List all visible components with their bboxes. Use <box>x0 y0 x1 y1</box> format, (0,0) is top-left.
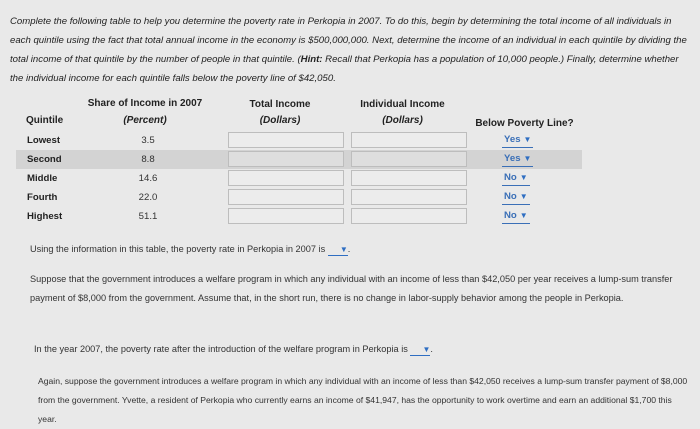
below-poverty-dropdown[interactable] <box>502 171 530 186</box>
below-poverty-dropdown[interactable] <box>502 190 530 205</box>
share-value: 8.8 <box>141 154 155 165</box>
chevron-down-icon: ▼ <box>519 173 528 182</box>
chevron-down-icon: ▼ <box>519 211 528 220</box>
below-poverty-dropdown[interactable] <box>502 133 533 148</box>
chevron-down-icon: ▼ <box>523 135 532 144</box>
total-income-input[interactable] <box>228 170 344 186</box>
share-value: 3.5 <box>141 135 155 146</box>
header-individual-unit: (Dollars) <box>382 115 423 126</box>
individual-income-input[interactable] <box>351 170 467 186</box>
table-row <box>16 207 582 226</box>
total-income-input[interactable] <box>228 132 344 148</box>
post-welfare-question <box>34 340 674 359</box>
dropdown-value: No <box>504 172 517 183</box>
table-row <box>16 169 582 188</box>
below-poverty-dropdown[interactable] <box>502 209 530 224</box>
dropdown-value: Yes <box>504 153 521 164</box>
chevron-down-icon: ▼ <box>422 345 431 354</box>
chevron-down-icon: ▼ <box>519 192 528 201</box>
header-total-income: Total Income <box>249 99 311 110</box>
share-value: 22.0 <box>138 192 158 203</box>
poverty-rate-dropdown[interactable] <box>328 245 348 256</box>
total-income-input[interactable] <box>228 151 344 167</box>
header-share: Share of Income in 2007 <box>87 98 203 109</box>
individual-income-input[interactable] <box>351 132 467 148</box>
yvette-paragraph: Again, suppose the government introduces a welfare program in which any individual with an income of less than $42,050 receives a lump-sum transfer payment of $8,000 from the government. Yvette, a resident of Perkopia who currently earns an income of $41,947, has the opportunity to work overtime and earn an additional $1,700 this year. <box>38 376 688 424</box>
quintile-label: Second <box>27 154 62 165</box>
hint-label: Hint: <box>300 54 323 65</box>
header-total-unit: (Dollars) <box>259 115 301 126</box>
individual-income-input[interactable] <box>351 189 467 205</box>
table-row <box>16 188 582 207</box>
quintile-label: Lowest <box>27 135 61 146</box>
below-poverty-dropdown[interactable] <box>502 152 533 167</box>
dropdown-value: No <box>504 210 517 221</box>
table-row <box>16 150 582 169</box>
dropdown-value: Yes <box>504 134 521 145</box>
question-end: . <box>430 344 433 354</box>
total-income-input[interactable] <box>228 189 344 205</box>
instructions-text: Complete the following table to help you determine the poverty rate in Perkopia in 2007. To do this, begin by determining the total income of all individuals in each quintile using the fact that total annual income in the economy is $500,000,000. Next, determine the income of an individual in each quintile by dividing the total income of that quintile by the number of people in that quintile. ( <box>10 16 687 65</box>
header-individual-income: Individual Income <box>360 99 445 110</box>
welfare-paragraph: Suppose that the government introduces a welfare program in which any individual with an income of less than $42,050 per year receives a lump-sum transfer payment of $8,000 from the government. Assume that, in the short run, there is no change in labor-supply behavior among the people in Perkopia. <box>30 274 673 303</box>
post-welfare-rate-dropdown[interactable] <box>410 345 430 356</box>
instructions-text-2: Recall that Perkopia has a population of 10,000 people.) Finally, determine whether the individual income for each quintile falls below the poverty line of $42,050. <box>10 54 679 84</box>
quintile-label: Middle <box>27 173 58 184</box>
total-income-input[interactable] <box>228 208 344 224</box>
poverty-rate-question <box>30 240 670 259</box>
share-value: 51.1 <box>138 211 158 222</box>
header-below-poverty: Below Poverty Line? <box>475 118 574 129</box>
header-quintile: Quintile <box>26 115 64 126</box>
share-value: 14.6 <box>138 173 158 184</box>
question-text: Using the information in this table, the poverty rate in Perkopia in 2007 is <box>30 244 326 254</box>
quintile-label: Fourth <box>27 192 58 203</box>
dropdown-value: No <box>504 191 517 202</box>
chevron-down-icon: ▼ <box>523 154 532 163</box>
question-text: In the year 2007, the poverty rate after the introduction of the welfare program in Perkopia is <box>34 344 408 354</box>
individual-income-input[interactable] <box>351 151 467 167</box>
question-end: . <box>347 244 351 254</box>
table-row <box>16 131 582 150</box>
instructions-paragraph <box>10 12 692 88</box>
quintile-label: Highest <box>27 211 63 222</box>
header-share-unit: (Percent) <box>123 115 167 126</box>
chevron-down-icon: ▼ <box>339 245 348 254</box>
individual-income-input[interactable] <box>351 208 467 224</box>
